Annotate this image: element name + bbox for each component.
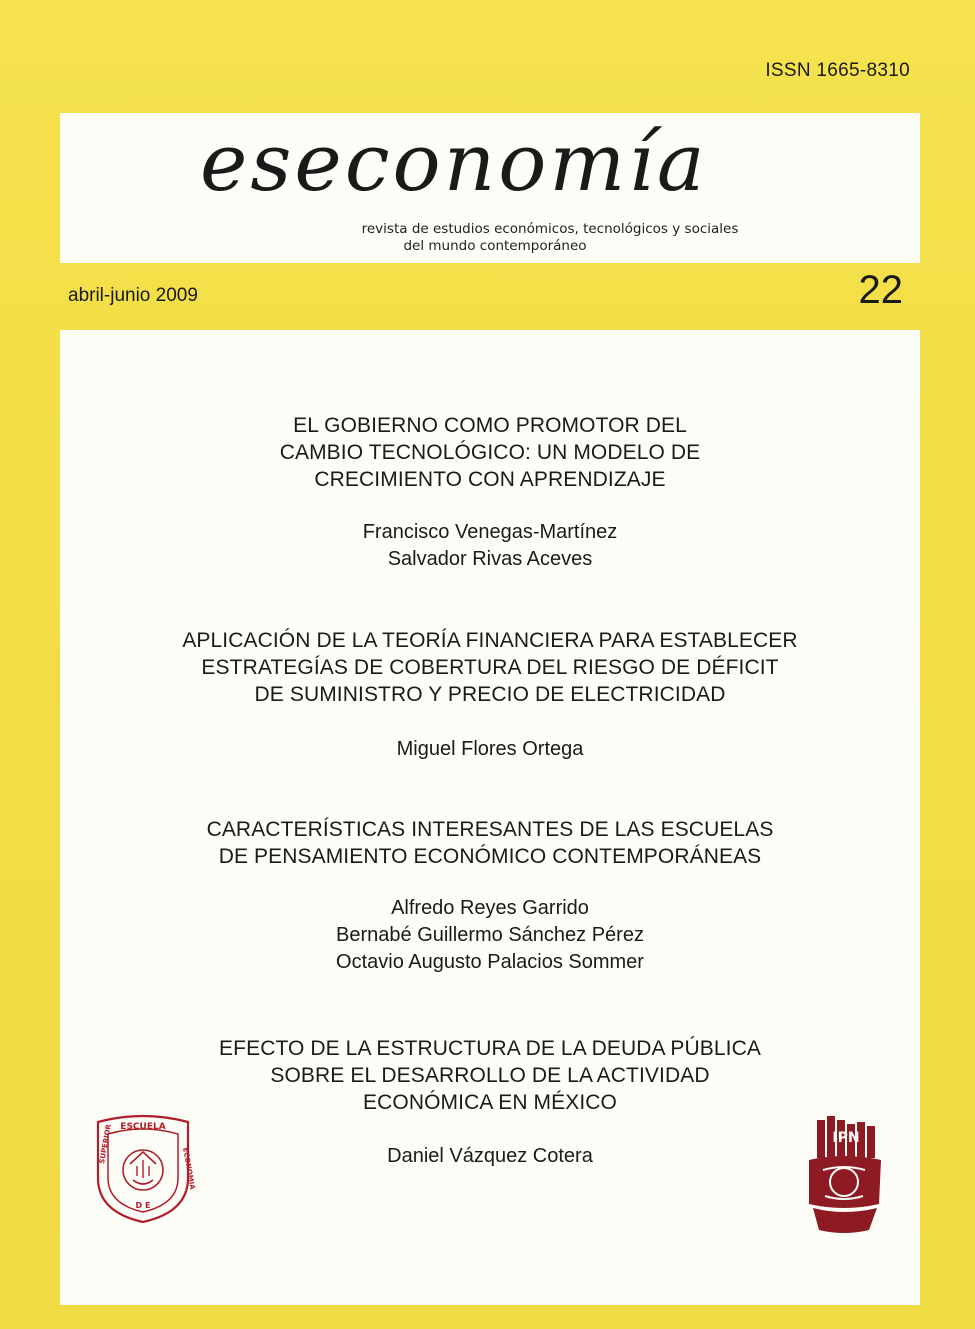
journal-subtitle [60,221,920,255]
journal-title: eseconomía [200,116,708,209]
article-title-line: CRECIMIENTO CON APRENDIZAJE [314,468,666,491]
author-name: Octavio Augusto Palacios Sommer [336,951,644,973]
article-title-line: EL GOBIERNO COMO PROMOTOR DEL [293,414,687,437]
ipn-seal-icon [803,1112,885,1241]
article-title [60,1035,920,1116]
article-title-line: DE PENSAMIENTO ECONÓMICO CONTEMPORÁNEAS [218,845,762,868]
author-name: Francisco Venegas-Martínez [362,521,618,543]
issue-number: 22 [858,268,903,312]
article-title [60,816,920,870]
article-authors [60,736,920,763]
article-title-line: APLICACIÓN DE LA TEORÍA FINANCIERA PARA ESTABLECER [182,629,798,652]
article-title [60,627,920,708]
article-2 [60,627,920,763]
article-1 [60,412,920,573]
article-title-line: DE SUMINISTRO Y PRECIO DE ELECTRICIDAD [254,683,726,706]
article-title-line: EFECTO DE LA ESTRUCTURA DE LA DEUDA PÚBLICA [219,1037,761,1060]
svg-text:ESCUELA: ESCUELA [120,1122,166,1132]
author-name: Daniel Vázquez Cotera [387,1145,593,1167]
article-title-line: CAMBIO TECNOLÓGICO: UN MODELO DE [279,441,701,464]
article-authors [60,895,920,976]
subtitle-line-2: del mundo contemporáneo [403,237,587,254]
escuela-superior-de-economia-seal-icon [90,1108,196,1231]
article-title-line: ESTRATEGÍAS DE COBERTURA DEL RIESGO DE DÉFICIT [201,656,779,679]
masthead-panel [60,113,920,263]
svg-text:IPN: IPN [832,1130,860,1146]
svg-text:ECONOMIA: ECONOMIA [181,1146,196,1191]
author-name: Miguel Flores Ortega [396,738,584,760]
subtitle-line-1: revista de estudios económicos, tecnológicos y sociales [361,221,739,237]
article-title-line: SOBRE EL DESARROLLO DE LA ACTIVIDAD [270,1064,710,1087]
issue-date: abril-junio 2009 [68,285,198,306]
issn-label: ISSN 1665-8310 [765,60,910,81]
article-title-line: CARACTERÍSTICAS INTERESANTES DE LAS ESCUELAS [206,818,774,841]
author-name: Bernabé Guillermo Sánchez Pérez [336,924,644,946]
author-name: Alfredo Reyes Garrido [391,897,589,919]
article-authors [60,519,920,573]
svg-text:SUPERIOR: SUPERIOR [98,1123,113,1165]
author-name: Salvador Rivas Aceves [387,548,593,570]
article-title [60,412,920,493]
article-3 [60,816,920,976]
article-title-line: ECONÓMICA EN MÉXICO [363,1091,617,1114]
svg-text:D E: D E [135,1201,151,1210]
